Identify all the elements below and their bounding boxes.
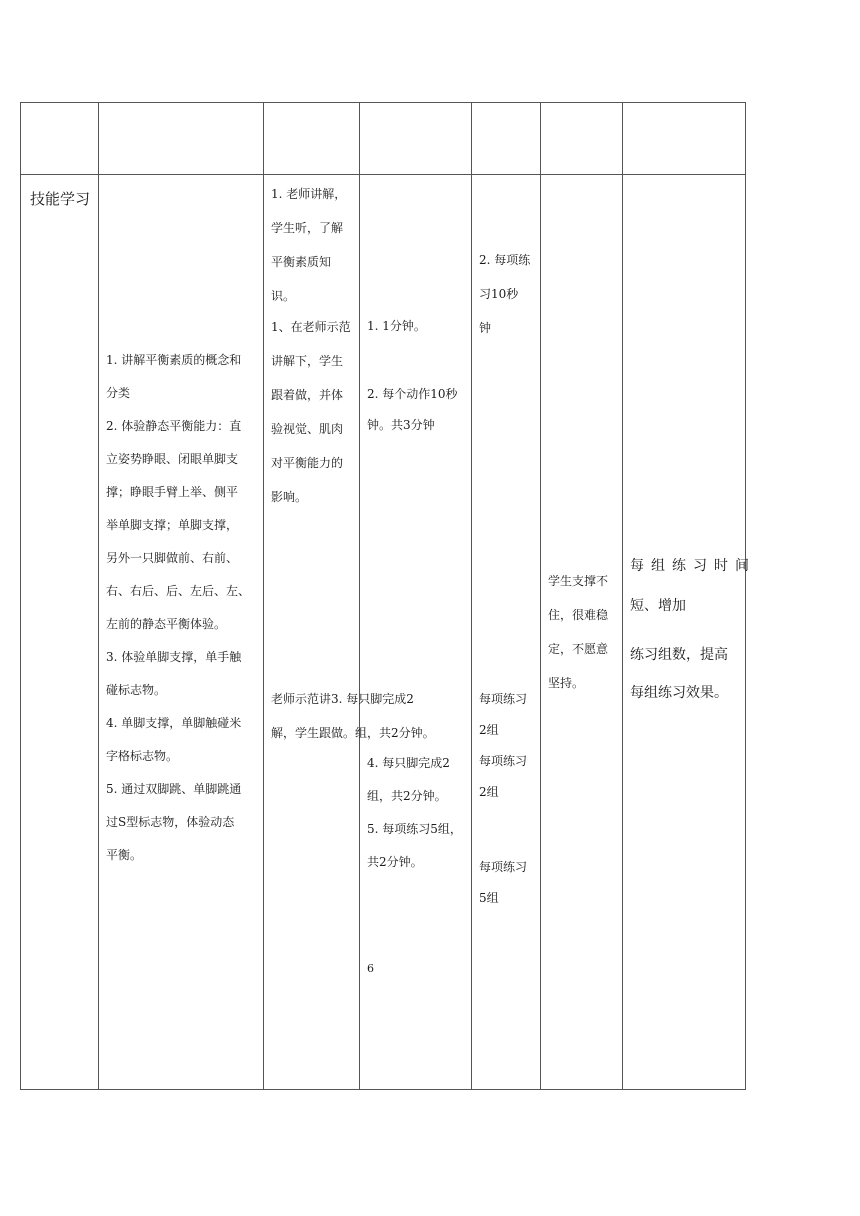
content-line: 立姿势睁眼、闭眼单脚支 <box>106 452 239 466</box>
problem-line: 学生支撑不 <box>548 574 609 588</box>
content-line: 碰标志物。 <box>106 683 167 697</box>
problem-line: 坚持。 <box>548 676 585 690</box>
time-block <box>367 747 462 879</box>
content-line: 过S型标志物，体验动态 <box>106 815 235 829</box>
activity-line: 识。 <box>271 289 296 303</box>
activity-line: 验视觉、肌肉 <box>271 422 344 436</box>
time-line: 4. 每只脚完成2 <box>367 756 450 770</box>
intensity-line: 2组 <box>479 785 499 799</box>
content-line: 3. 体验单脚支撑，单手触 <box>106 650 242 664</box>
time-block <box>367 310 426 343</box>
content-line: 字格标志物。 <box>106 749 179 763</box>
problem-line: 住，很难稳 <box>548 608 609 622</box>
content-line: 2. 体验静态平衡能力：直 <box>106 419 242 433</box>
activity-line: 1、在老师示范 <box>271 320 351 334</box>
column-divider <box>263 102 264 1090</box>
time-block <box>367 379 458 441</box>
intensity-line: 每项练习 <box>479 692 528 706</box>
content-line: 左前的静态平衡体验。 <box>106 617 227 631</box>
time-line: 1. 1分钟。 <box>367 319 426 333</box>
intensity-line: 习10秒 <box>479 287 519 301</box>
activity-line: 讲解下，学生 <box>271 354 344 368</box>
activity-line: 对平衡能力的 <box>271 456 344 470</box>
column-divider <box>98 102 99 1090</box>
header-row-divider <box>20 174 746 175</box>
intensity-block <box>479 852 527 914</box>
time-line: 5. 每项练习5组， <box>367 822 462 836</box>
intensity-line: 5组 <box>479 891 499 905</box>
section-title: 技能学习 <box>30 190 91 208</box>
activity-line: 老师示范讲3. 每只脚完成2 <box>271 692 414 706</box>
column-divider <box>622 102 623 1090</box>
time-line: 2. 每个动作10秒 <box>367 387 458 401</box>
activity-line: 影响。 <box>271 490 308 504</box>
activity-line: 跟着做，并体 <box>271 388 344 402</box>
column-divider <box>540 102 541 1090</box>
content-line: 4. 单脚支撑，单脚触碰米 <box>106 716 242 730</box>
content-line: 另外一只脚做前、右前、 <box>106 551 239 565</box>
intensity-line: 2. 每项练 <box>479 253 531 267</box>
student-activity-block <box>271 310 351 514</box>
content-line: 平衡。 <box>106 848 143 862</box>
content-line: 5. 通过双脚跳、单脚跳通 <box>106 782 242 796</box>
solutions-cell <box>630 546 756 626</box>
intensity-line: 每项练习 <box>479 860 528 874</box>
problems-cell <box>548 564 608 700</box>
intensity-line: 每项练习 <box>479 754 528 768</box>
content-line: 右、右后、后、左后、左、 <box>106 584 251 598</box>
solution-line: 每组练习效果。 <box>630 685 728 701</box>
page-number: 6 <box>367 962 374 975</box>
intensity-line: 2组 <box>479 723 499 737</box>
content-line: 分类 <box>106 386 131 400</box>
activity-line: 平衡素质知 <box>271 255 332 269</box>
content-line: 1. 讲解平衡素质的概念和 <box>106 353 242 367</box>
intensity-block <box>479 243 530 345</box>
content-line: 撑；睁眼手臂上举、侧平 <box>106 485 239 499</box>
time-line: 共2分钟。 <box>367 855 423 869</box>
time-line: 钟。共3分钟 <box>367 418 435 432</box>
solution-line: 短、增加 <box>630 598 686 614</box>
solutions-cell <box>630 636 728 712</box>
solution-line: 每组练习时间 <box>630 558 756 574</box>
content-cell <box>106 344 250 872</box>
student-activity-block <box>271 682 435 750</box>
content-line: 举单脚支撑；单脚支撑， <box>106 518 239 532</box>
student-activity-block <box>271 177 346 313</box>
activity-line: 学生听，了解 <box>271 221 344 235</box>
intensity-block <box>479 684 527 808</box>
intensity-line: 钟 <box>479 321 492 335</box>
problem-line: 定，不愿意 <box>548 642 609 656</box>
column-divider <box>359 102 360 1090</box>
column-divider <box>471 102 472 1090</box>
activity-line: 1. 老师讲解， <box>271 187 347 201</box>
time-line: 组，共2分钟。 <box>367 789 447 803</box>
activity-line: 解，学生跟做。组，共2分钟。 <box>271 726 435 740</box>
solution-line: 练习组数，提高 <box>630 647 728 663</box>
